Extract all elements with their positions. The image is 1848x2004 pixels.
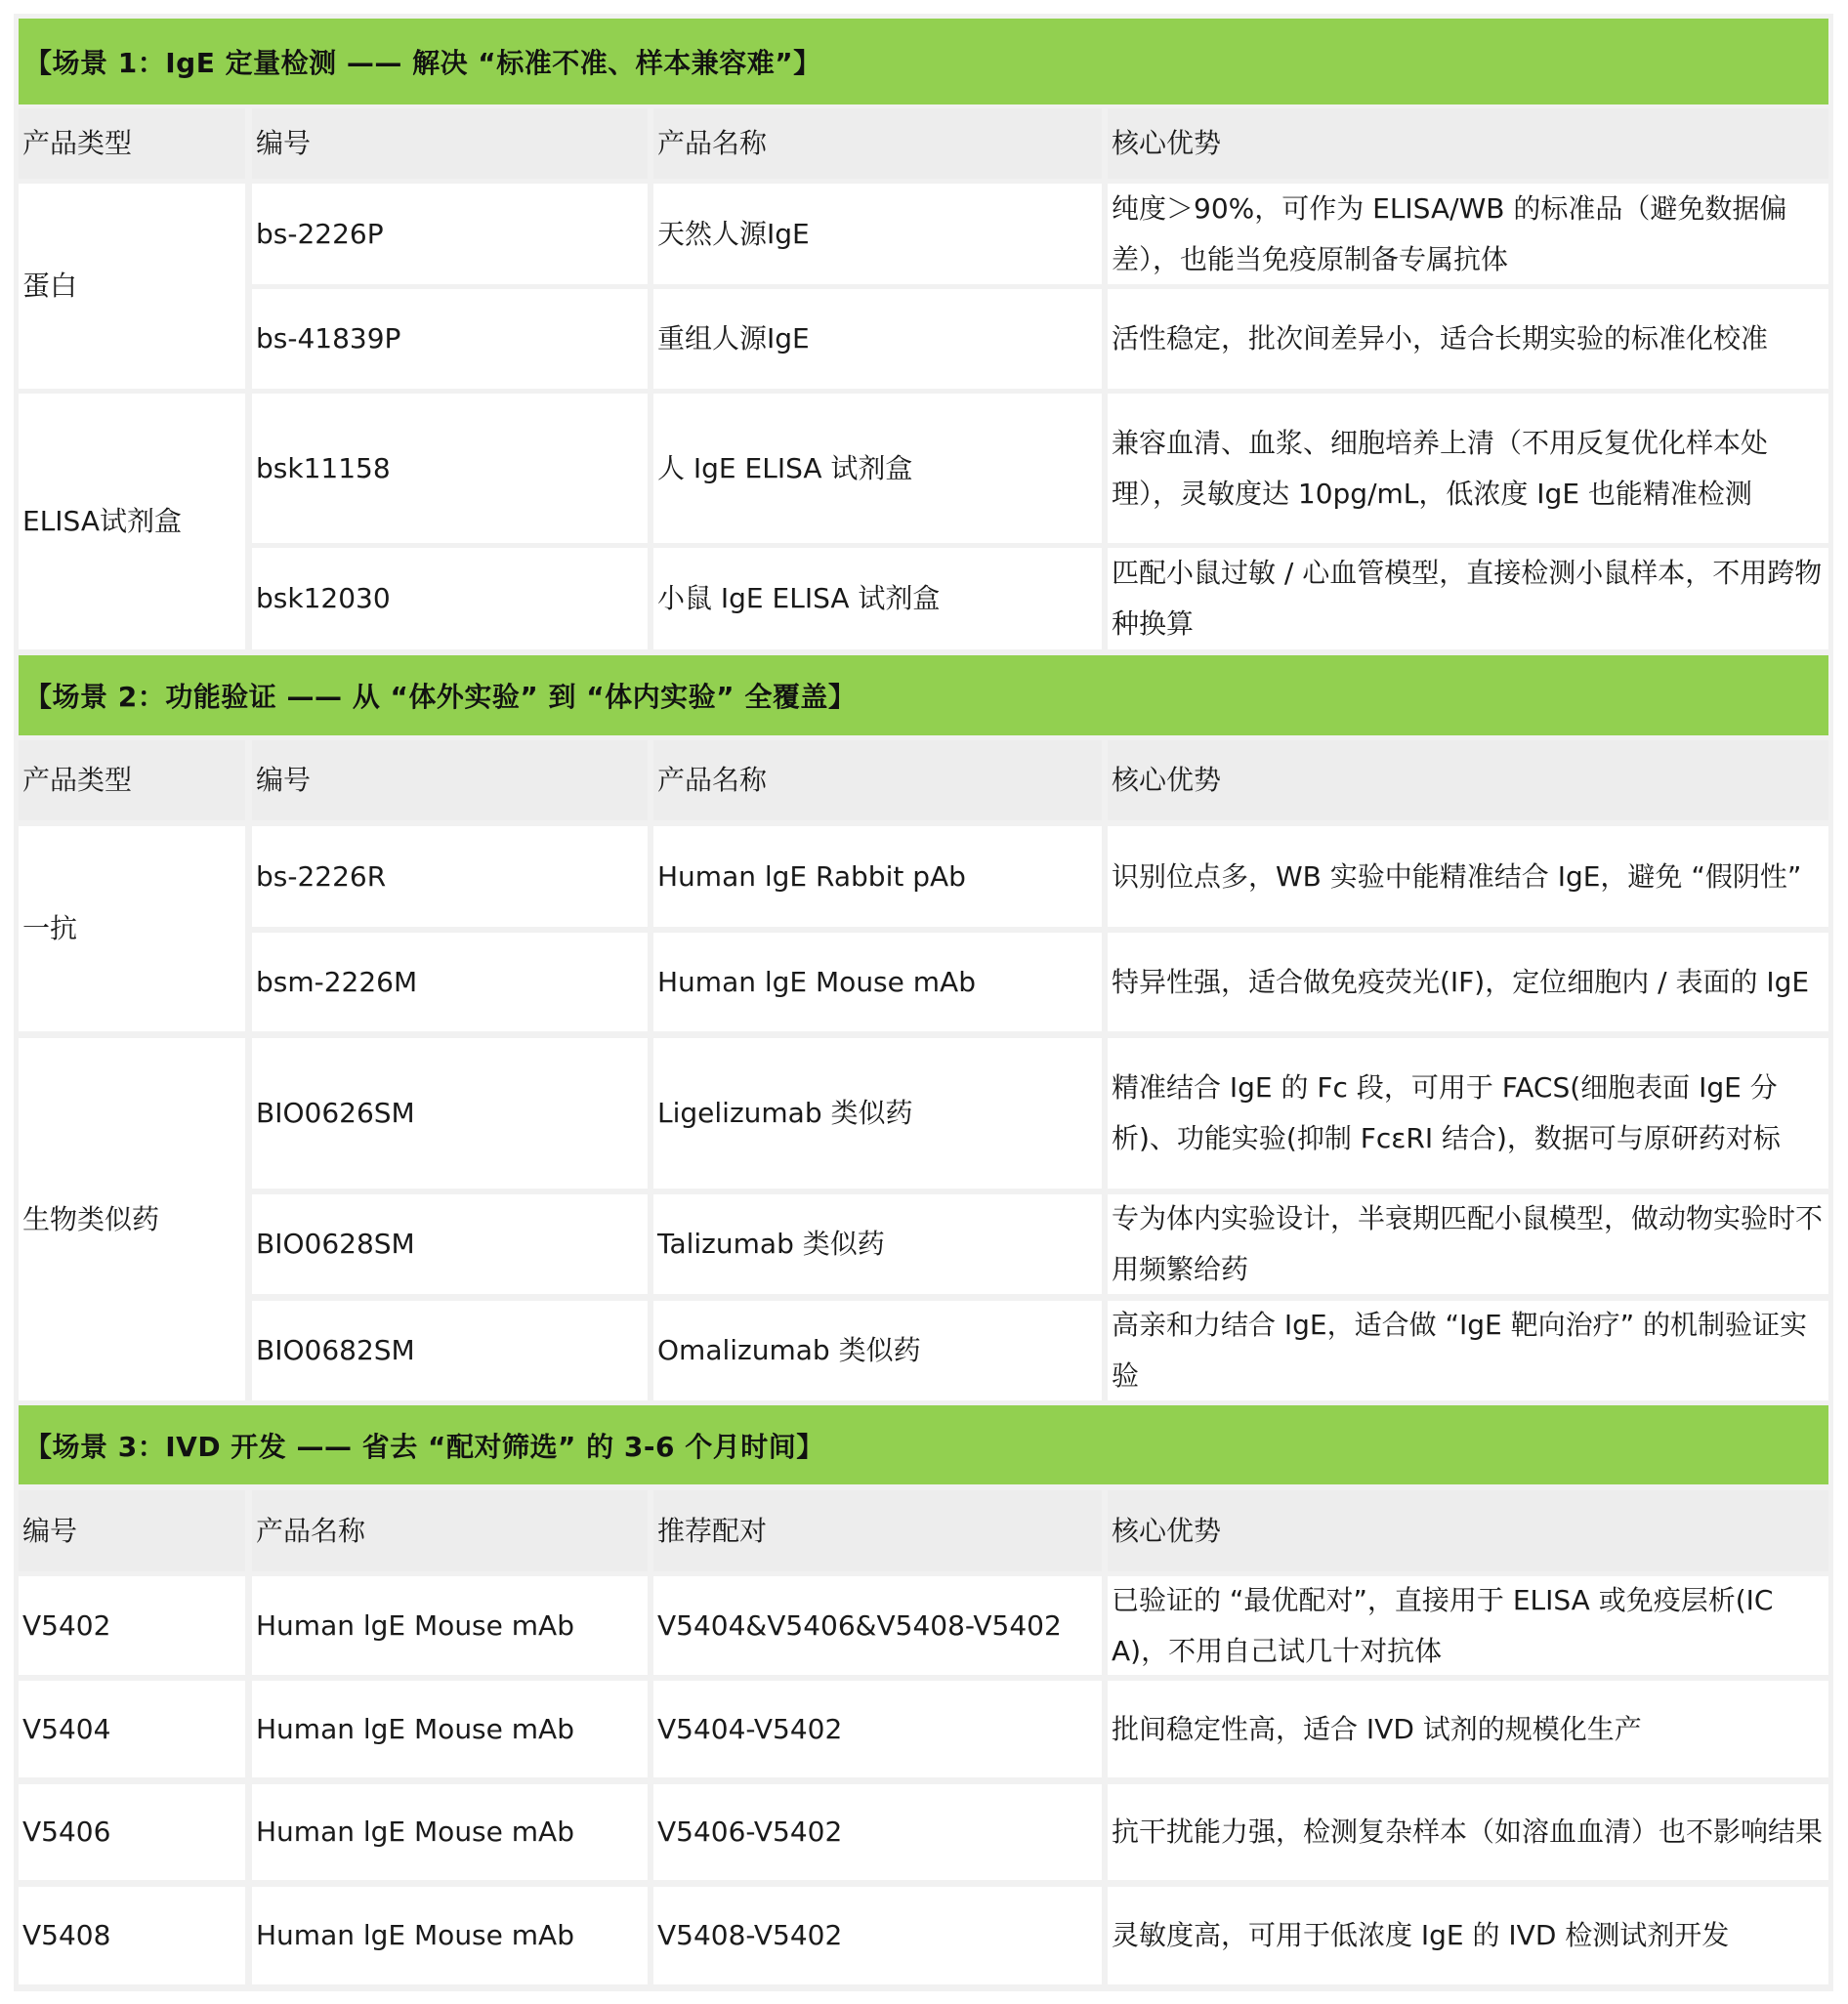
product-name: 天然人源IgE xyxy=(657,217,810,250)
col-header-name xyxy=(653,108,1102,179)
product-name: Human lgE Mouse mAb xyxy=(256,1919,574,1951)
header-label: 核心优势 xyxy=(1112,1514,1222,1547)
product-name: Human lgE Mouse mAb xyxy=(256,1712,574,1745)
advantage-text: 匹配小鼠过敏 / 心血管模型，直接检测小鼠样本，不用跨物种换算 xyxy=(1112,557,1823,640)
table-row-name xyxy=(252,1887,648,1984)
table-row-code xyxy=(19,1681,245,1777)
table-row-name xyxy=(653,933,1102,1031)
product-name: Omalizumab 类似药 xyxy=(657,1334,921,1366)
product-name: 人 IgE ELISA 试剂盒 xyxy=(657,451,913,484)
advantage-text: 识别位点多，WB 实验中能精准结合 IgE，避免 “假阴性” xyxy=(1112,859,1802,893)
table-row-advantage xyxy=(1108,394,1828,543)
table-row-code xyxy=(252,394,648,543)
product-code: V5402 xyxy=(22,1608,111,1642)
table-row-pair xyxy=(653,1784,1102,1880)
header-label: 核心优势 xyxy=(1112,127,1222,159)
section-3-title-band xyxy=(19,1405,1828,1484)
table-row-advantage xyxy=(1108,933,1828,1031)
table-row-name xyxy=(653,1301,1102,1400)
table-row-code xyxy=(19,1887,245,1984)
advantage-text: 灵敏度高，可用于低浓度 IgE 的 IVD 检测试剂开发 xyxy=(1112,1919,1730,1951)
group-type-primary-antibody xyxy=(19,826,245,1031)
table-row-code xyxy=(252,1301,648,1400)
table-row-code xyxy=(252,826,648,927)
advantage-text: 纯度＞90%，可作为 ELISA/WB 的标准品（避免数据偏差），也能当免疫原制备专属抗体 xyxy=(1112,191,1787,275)
product-name: Talizumab 类似药 xyxy=(657,1228,885,1260)
table-row-code xyxy=(252,933,648,1031)
table-row-name xyxy=(252,1784,648,1880)
recommended-pair: V5404&V5406&V5408-V5402 xyxy=(657,1608,1062,1642)
section-2-title-band xyxy=(19,655,1828,735)
product-code: bs-2226R xyxy=(256,859,387,893)
product-name: 小鼠 IgE ELISA 试剂盒 xyxy=(657,582,941,614)
col-header-code xyxy=(252,740,648,820)
header-label: 编号 xyxy=(256,764,312,796)
header-label: 核心优势 xyxy=(1112,764,1222,796)
advantage-text: 已验证的 “最优配对”，直接用于 ELISA 或免疫层析(ICA)，不用自己试几十对抗体 xyxy=(1112,1583,1774,1667)
table-row-name xyxy=(653,548,1102,649)
table-row-name xyxy=(653,1038,1102,1189)
section-2-title: 【场景 2：功能验证 —— 从 “体外实验” 到 “体内实验” 全覆盖】 xyxy=(24,681,857,713)
section-3-title: 【场景 3：IVD 开发 —— 省去 “配对筛选” 的 3-6 个月时间】 xyxy=(24,1430,824,1463)
header-label: 编号 xyxy=(256,127,312,159)
table-row-advantage xyxy=(1108,826,1828,927)
advantage-text: 精准结合 IgE 的 Fc 段，可用于 FACS(细胞表面 IgE 分析)、功能实验(抑制 FcεRI 结合)，数据可与原研药对标 xyxy=(1112,1071,1781,1154)
advantage-text: 抗干扰能力强，检测复杂样本（如溶血血清）也不影响结果 xyxy=(1112,1816,1824,1848)
product-code: bsm-2226M xyxy=(256,965,418,998)
recommended-pair: V5408-V5402 xyxy=(657,1919,843,1951)
group-type-elisa-kit xyxy=(19,394,245,649)
product-table xyxy=(14,14,1833,1991)
header-label: 产品名称 xyxy=(657,127,768,159)
col-header-name xyxy=(252,1490,648,1571)
table-row-name xyxy=(653,826,1102,927)
advantage-text: 高亲和力结合 IgE，适合做 “IgE 靶向治疗” 的机制验证实验 xyxy=(1112,1309,1808,1392)
product-code: V5406 xyxy=(22,1816,111,1848)
table-row-advantage xyxy=(1108,184,1828,284)
table-row-name xyxy=(252,1576,648,1675)
col-header-advantage xyxy=(1108,1490,1828,1571)
table-row-advantage xyxy=(1108,1301,1828,1400)
table-row-advantage xyxy=(1108,548,1828,649)
type-label: ELISA试剂盒 xyxy=(22,505,182,537)
col-header-advantage xyxy=(1108,108,1828,179)
table-row-advantage xyxy=(1108,1038,1828,1189)
col-header-type xyxy=(19,740,245,820)
table-row-name xyxy=(653,1194,1102,1294)
product-name: Human lgE Mouse mAb xyxy=(256,1816,574,1848)
table-row-code xyxy=(252,1194,648,1294)
table-row-advantage xyxy=(1108,1576,1828,1675)
table-row-code xyxy=(252,289,648,389)
product-code: bs-41839P xyxy=(256,322,401,355)
col-header-type xyxy=(19,108,245,179)
group-type-protein xyxy=(19,184,245,389)
product-code: V5408 xyxy=(22,1919,111,1951)
table-row-pair xyxy=(653,1576,1102,1675)
col-header-code xyxy=(19,1490,245,1571)
section-1-title: 【场景 1：IgE 定量检测 —— 解决 “标准不准、样本兼容难”】 xyxy=(24,47,821,79)
table-row-code xyxy=(252,1038,648,1189)
product-code: BIO0626SM xyxy=(256,1097,415,1129)
advantage-text: 兼容血清、血浆、细胞培养上清（不用反复优化样本处理），灵敏度达 10pg/mL，低浓度 IgE 也能精准检测 xyxy=(1112,426,1769,510)
col-header-code xyxy=(252,108,648,179)
product-code: V5404 xyxy=(22,1712,111,1745)
product-code: bsk12030 xyxy=(256,582,391,614)
product-name: Ligelizumab 类似药 xyxy=(657,1097,913,1129)
advantage-text: 活性稳定，批次间差异小，适合长期实验的标准化校准 xyxy=(1112,322,1769,355)
table-row-pair xyxy=(653,1887,1102,1984)
product-code: bs-2226P xyxy=(256,217,384,250)
table-row-code xyxy=(252,548,648,649)
group-type-biosimilar xyxy=(19,1038,245,1400)
table-row-name xyxy=(653,289,1102,389)
table-row-advantage xyxy=(1108,289,1828,389)
product-name: Human lgE Mouse mAb xyxy=(657,965,976,998)
type-label: 蛋白 xyxy=(22,270,78,302)
product-name: 重组人源IgE xyxy=(657,322,810,355)
table-row-name xyxy=(653,184,1102,284)
header-label: 产品类型 xyxy=(22,764,133,796)
header-label: 产品名称 xyxy=(256,1514,366,1547)
product-name: Human lgE Rabbit pAb xyxy=(657,859,966,893)
section-1-title-band xyxy=(19,19,1828,104)
table-row-advantage xyxy=(1108,1784,1828,1880)
table-row-name xyxy=(252,1681,648,1777)
table-row-code xyxy=(19,1784,245,1880)
type-label: 一抗 xyxy=(22,912,78,944)
header-label: 推荐配对 xyxy=(657,1514,768,1547)
advantage-text: 专为体内实验设计，半衰期匹配小鼠模型，做动物实验时不用频繁给药 xyxy=(1112,1202,1824,1285)
advantage-text: 特异性强，适合做免疫荧光(IF)，定位细胞内 / 表面的 IgE xyxy=(1112,965,1810,998)
table-row-name xyxy=(653,394,1102,543)
recommended-pair: V5404-V5402 xyxy=(657,1712,843,1745)
advantage-text: 批间稳定性高，适合 IVD 试剂的规模化生产 xyxy=(1112,1712,1642,1745)
col-header-name xyxy=(653,740,1102,820)
product-code: bsk11158 xyxy=(256,451,391,484)
header-label: 编号 xyxy=(22,1514,78,1547)
product-code: BIO0628SM xyxy=(256,1228,415,1260)
recommended-pair: V5406-V5402 xyxy=(657,1816,843,1848)
table-row-code xyxy=(252,184,648,284)
product-code: BIO0682SM xyxy=(256,1334,415,1366)
col-header-pair xyxy=(653,1490,1102,1571)
col-header-advantage xyxy=(1108,740,1828,820)
header-label: 产品名称 xyxy=(657,764,768,796)
table-row-advantage xyxy=(1108,1681,1828,1777)
table-row-advantage xyxy=(1108,1194,1828,1294)
type-label: 生物类似药 xyxy=(22,1202,160,1235)
table-row-pair xyxy=(653,1681,1102,1777)
product-name: Human lgE Mouse mAb xyxy=(256,1608,574,1642)
table-row-code xyxy=(19,1576,245,1675)
table-row-advantage xyxy=(1108,1887,1828,1984)
header-label: 产品类型 xyxy=(22,127,133,159)
